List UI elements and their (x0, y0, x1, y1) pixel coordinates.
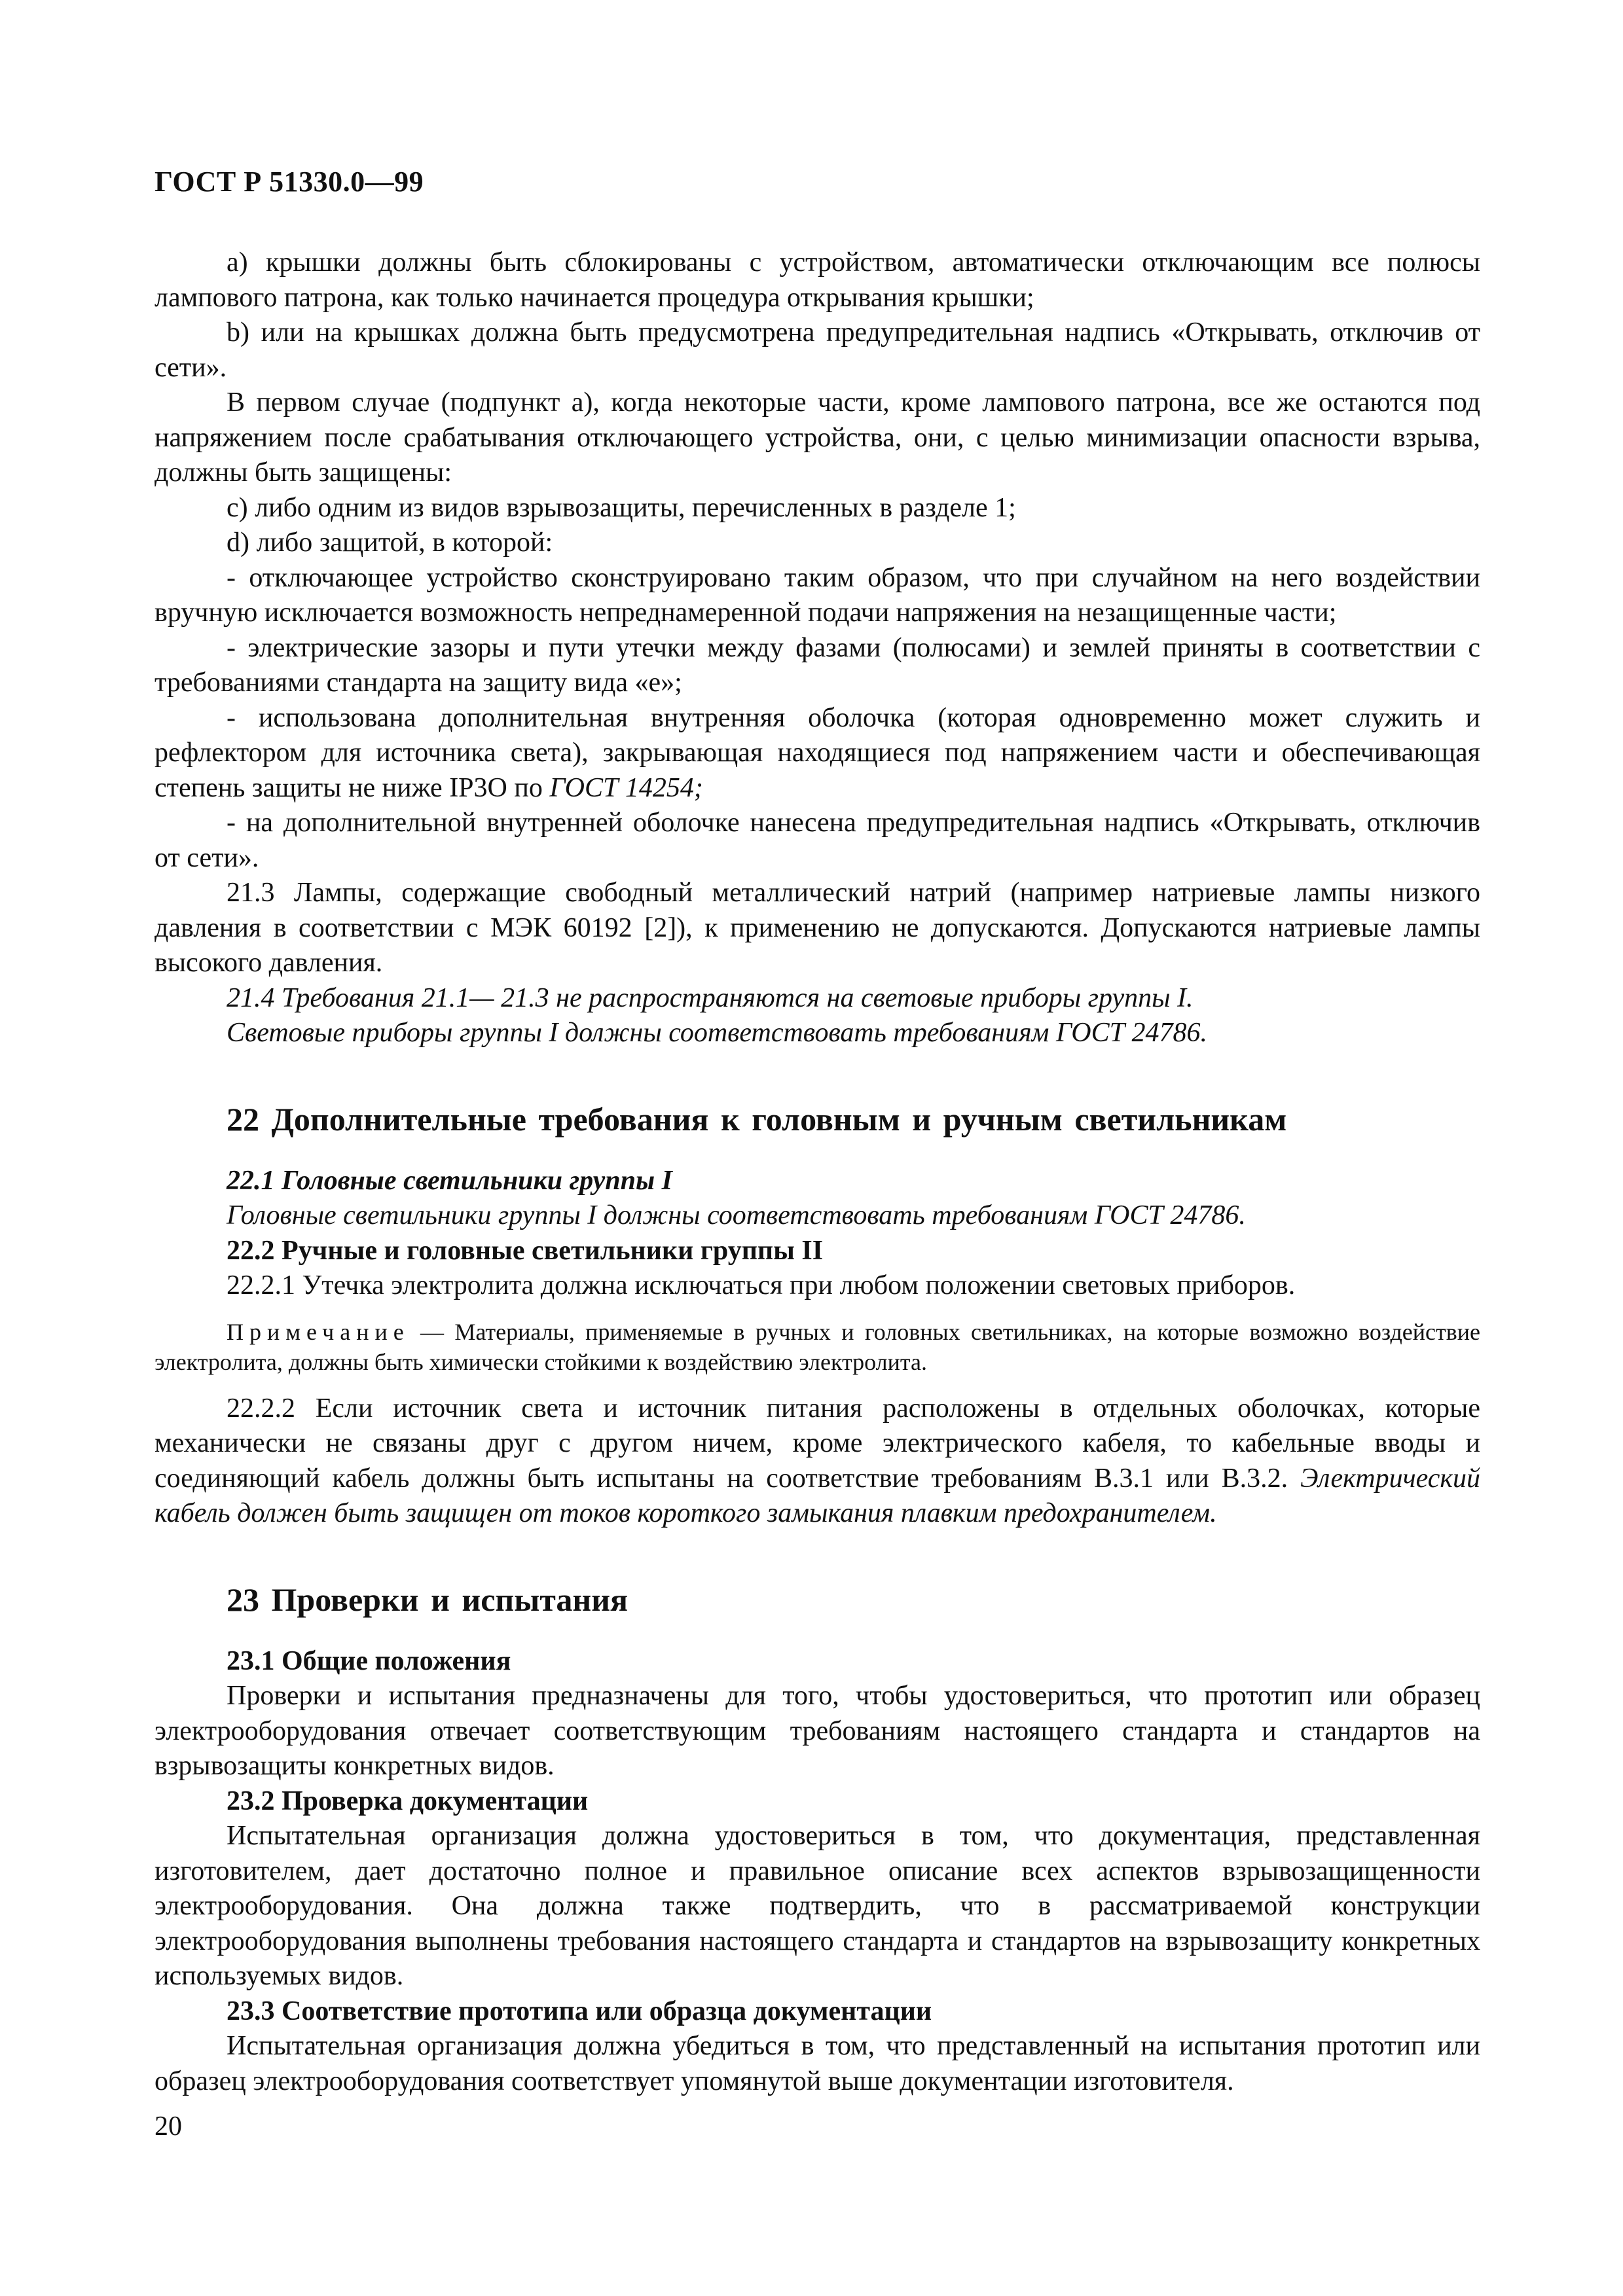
page-number: 20 (155, 2111, 182, 2142)
paragraph-22-2-2 (155, 1391, 1480, 1532)
section-23-title: 23 Проверки и испытания (227, 1581, 629, 1618)
paragraph-21-inner-label: - на дополнительной внутренней оболочке нанесена предупредительная надпись «Открывать, отключив от сети». (155, 808, 1480, 873)
subsection-23-3-text: Испытательная организация должна убедиться в том, что представленный на испытания прототип или образец электрооборудования соответствует упомянутой выше документации изготовителя. (155, 2031, 1480, 2096)
subsection-23-3-title: 23.3 Соответствие прототипа или образца документации (227, 1996, 932, 2026)
paragraph-22-2-2-text: 22.2.2 Если источник света и источник питания расположены в отдельных оболочках, которые механически не связаны друг с другом ничем, кроме электрического кабеля, то кабельные вводы и соединяющий кабель должны быть испытаны на соответствие требованиям В.3.1 или В.3.2. (155, 1393, 1480, 1494)
paragraph-21-a: а) крышки должны быть сблокированы с устройством, автоматически отключающим все полюсы лампового патрона, как только начинается процедура открывания крышки; (155, 247, 1480, 313)
subsection-23-2-title: 23.2 Проверка документации (227, 1785, 589, 1816)
inner-shell-text: - использована дополнительная внутренняя оболочка (которая одновременно может служить и рефлектором для источника света), закрывающая находящиеся под напряжением части и обеспечивающая степень защиты не ниже IP3O по (155, 702, 1480, 803)
subsection-23-1-text: Проверки и испытания предназначены для того, чтобы удостовериться, что прототип или образец электрооборудования отвечает соответствующим требованиям настоящего стандарта и стандартов на взрывозащиты конкретных видов. (155, 1681, 1480, 1781)
subsection-22-1-text: Головные светильники группы I должны соответствовать требованиям ГОСТ 24786. (227, 1200, 1246, 1230)
paragraph-22-2-2-italic: Электрический кабель должен быть защищен от токов короткого замыкания плавким предохранителем. (155, 1463, 1480, 1528)
paragraph-21-b: b) или на крышках должна быть предусмотрена предупредительная надпись «Открывать, отключив от сети». (155, 317, 1480, 383)
paragraph-21-clearances: - электрические зазоры и пути утечки между фазами (полюсами) и землей приняты в соответствии с требованиями стандарта на защиту вида «е»; (155, 632, 1480, 698)
section-22-title: 22 Дополнительные требования к головным и ручным светильникам (227, 1100, 1287, 1138)
paragraph-21-d: d) либо защитой, в которой: (227, 528, 553, 558)
document-body (155, 245, 1480, 2099)
paragraph-21-4: 21.4 Требования 21.1— 21.3 не распространяются на световые приборы группы I. (227, 982, 1194, 1013)
subsection-23-1-title: 23.1 Общие положения (227, 1645, 511, 1676)
paragraph-21-c: с) либо одним из видов взрывозащиты, перечисленных в разделе 1; (227, 492, 1016, 523)
paragraph-21-inner-shell (155, 701, 1480, 806)
note-label: Примечание (227, 1318, 410, 1345)
subsection-22-2-title: 22.2 Ручные и головные светильники группы II (227, 1235, 824, 1266)
paragraph-21-4-group: Световые приборы группы I должны соответствовать требованиям ГОСТ 24786. (227, 1018, 1208, 1048)
paragraph-21-first-case: В первом случае (подпункт а), когда некоторые части, кроме лампового патрона, все же остаются под напряжением после срабатывания отключающего устройства, они, с целью минимизации опасности взрыва, должны быть защищены: (155, 387, 1480, 488)
gost-14254-reference: ГОСТ 14254; (549, 772, 703, 803)
paragraph-21-switch: - отключающее устройство сконструировано таким образом, что при случайном на него воздействии вручную исключается возможность непреднамеренной подачи напряжения на незащищенные части; (155, 562, 1480, 628)
paragraph-22-2-1: 22.2.1 Утечка электролита должна исключаться при любом положении световых приборов. (227, 1270, 1296, 1300)
note-22-2-1 (155, 1317, 1480, 1377)
note-text: — Материалы, применяемые в ручных и головных светильниках, на которые возможно воздействие электролита, должны быть химически стойкими к воздействию электролита. (155, 1318, 1480, 1375)
document-code-header: ГОСТ Р 51330.0—99 (155, 166, 424, 198)
subsection-22-1-title: 22.1 Головные светильники группы I (227, 1165, 672, 1196)
subsection-23-2-text: Испытательная организация должна удостовериться в том, что документация, представленная изготовителем, дает достаточно полное и правильное описание всех аспектов взрывозащищенности электрооборудования. Она должна также подтвердить, что в рассматриваемой конструкции электрооборудования выполнены требования настоящего стандарта и стандартов на взрывозащиту конкретных используемых видов. (155, 1821, 1480, 1991)
paragraph-21-3: 21.3 Лампы, содержащие свободный металлический натрий (например натриевые лампы низкого давления в соответствии с МЭК 60192 [2]), к применению не допускаются. Допускаются натриевые лампы высокого давления. (155, 878, 1480, 978)
